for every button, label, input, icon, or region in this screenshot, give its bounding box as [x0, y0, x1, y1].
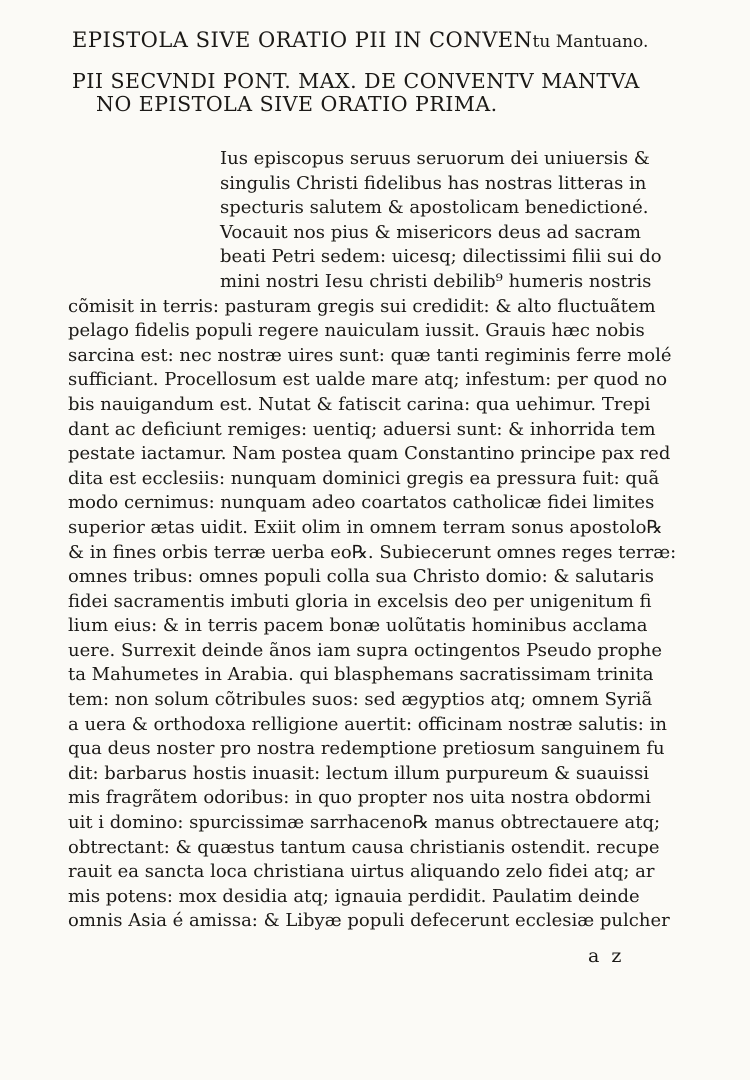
- body-text: [68, 147, 677, 934]
- text-line: uere. Surrexit deinde ãnos iam supra octingentos Pseudo prophe: [68, 639, 663, 661]
- text-line: mis fragrãtem odoribus: in quo propter nos uita nostra obdormi: [68, 787, 651, 809]
- text-line: dant ac deficiunt remiges: uentiq; aduersi sunt: & inhorrida tem: [68, 418, 656, 440]
- text-line: modo cernimus: nunquam adeo coartatos catholicæ fidei limites: [68, 492, 655, 514]
- text-line: ta Mahumetes in Arabia. qui blasphemans sacratissimam trinita: [68, 664, 654, 686]
- text-line: & in fines orbis terræ uerba eo℞. Subiecerunt omnes reges terræ:: [68, 541, 677, 563]
- text-line: cõmisit in terris: pasturam gregis sui credidit: & alto fluctuãtem: [68, 295, 656, 317]
- text-line: superior ætas uidit. Exiit olim in omnem terram sonus apostolo℞: [68, 516, 663, 538]
- text-line: Ius episcopus seruus seruorum dei uniuersis &: [220, 148, 650, 169]
- text-line: Vocauit nos pius & misericors deus ad sacram: [220, 221, 641, 243]
- text-line: a uera & orthodoxa relligione auertit: officinam nostræ salutis: in: [68, 713, 667, 735]
- text-line: tem: non solum cõtribules suos: sed ægyptios atq; omnem Syriã: [68, 689, 653, 711]
- text-line: omnis Asia é amissa: & Libyæ populi defecerunt ecclesiæ pulcher: [68, 910, 670, 932]
- running-head-main: EPISTOLA SIVE ORATIO PII IN CONVEN: [72, 28, 533, 52]
- text-line: omnes tribus: omnes populi colla sua Christo domio: & salutaris: [68, 566, 655, 588]
- text-line: bis nauigandum est. Nutat & fatiscit carina: qua uehimur. Trepi: [68, 393, 651, 415]
- text-line: singulis Christi fidelibus has nostras litteras in: [220, 172, 647, 194]
- text-line: sarcina est: nec nostræ uires sunt: quæ tanti regiminis ferre molé: [68, 344, 672, 366]
- text-line: pelago fidelis populi regere nauiculam iussit. Grauis hæc nobis: [68, 320, 645, 342]
- text-line: rauit ea sancta loca christiana uirtus aliquando zelo fidei atq; ar: [68, 861, 655, 883]
- text-line: mini nostri Iesu christi debilib⁹ humeris nostris: [220, 270, 652, 292]
- running-head-tail: tu Mantuano.: [532, 32, 649, 52]
- title-line: NO EPISTOLA SIVE ORATIO PRIMA.: [96, 92, 498, 116]
- running-head: [72, 28, 648, 52]
- section-title: [72, 70, 640, 116]
- text-line: fidei sacramentis imbuti gloria in excelsis deo per unigenitum fi: [68, 590, 652, 612]
- title-line: PII SECVNDI PONT. MAX. DE CONVENTV MANTVA: [72, 69, 640, 93]
- text-line: sufficiant. Procellosum est ualde mare atq; infestum: per quod no: [68, 369, 668, 391]
- text-line: beati Petri sedem: uicesq; dilectissimi filii sui do: [220, 246, 662, 268]
- text-line: dita est ecclesiis: nunquam dominici gregis ea pressura fuit: quã: [68, 467, 660, 489]
- text-line: pestate iactamur. Nam postea quam Constantino principe pax red: [68, 443, 671, 465]
- text-line: qua deus noster pro nostra redemptione pretiosum sanguinem fu: [68, 738, 665, 760]
- text-line: dit: barbarus hostis inuasit: lectum illum purpureum & suauissi: [68, 762, 649, 784]
- text-line: obtrectant: & quæstus tantum causa christianis ostendit. recupe: [68, 836, 660, 858]
- signature-mark: a z: [588, 945, 625, 967]
- text-line: specturis salutem & apostolicam benedictioné.: [220, 197, 649, 219]
- text-line: lium eius: & in terris pacem bonæ uolũtatis hominibus acclama: [68, 615, 648, 637]
- text-line: uit i domino: spurcissimæ sarrhaceno℞ manus obtrectauere atq;: [68, 812, 661, 834]
- text-line: mis potens: mox desidia atq; ignauia perdidit. Paulatim deinde: [68, 885, 640, 907]
